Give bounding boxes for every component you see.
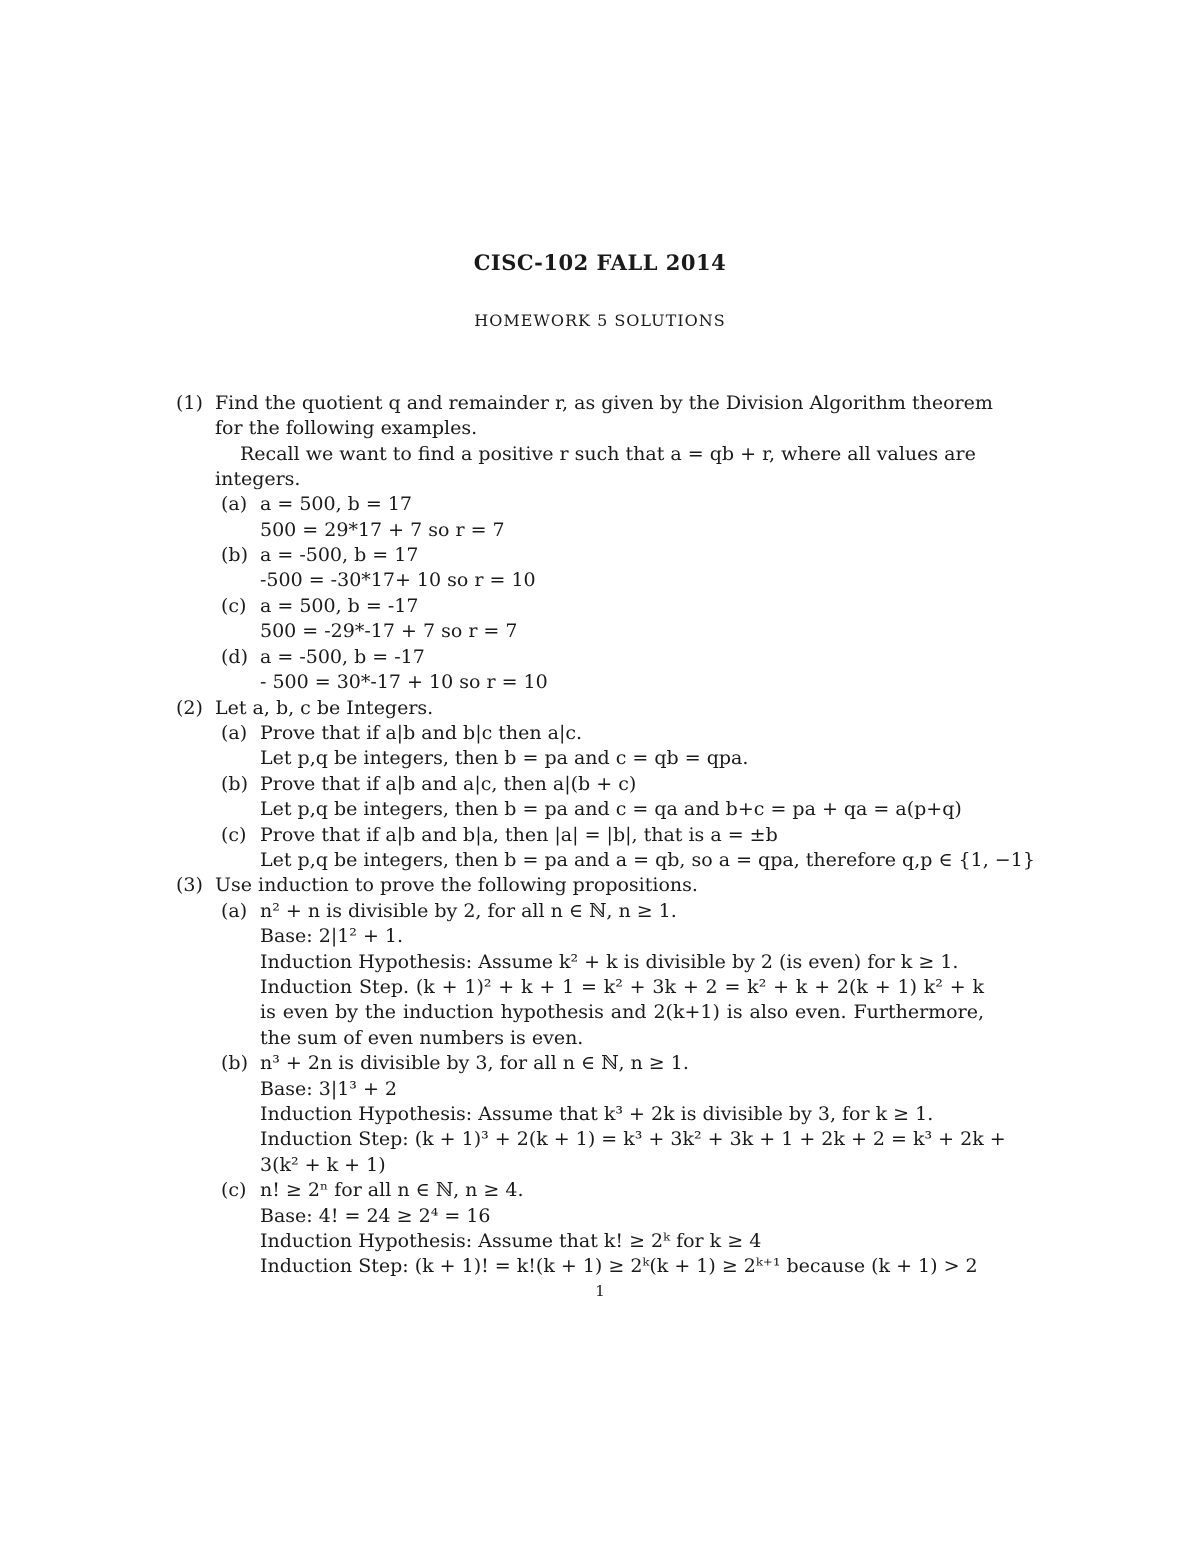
problem-3b-step: Induction Step: (k + 1)³ + 2(k + 1) = k³ + 3k² + 3k + 1 + 2k + 2 = k³ + 2k + [260, 1128, 1006, 1150]
problem-2a-label: (a) [221, 722, 248, 744]
problem-1-statement: Find the quotient q and remainder r, as given by the Division Algorithm theorem [215, 392, 993, 414]
page-number: 1 [595, 1282, 605, 1300]
problem-3c-base: Base: 4! = 24 ≥ 2⁴ = 16 [260, 1205, 491, 1227]
problem-1d-solution: - 500 = 30*-17 + 10 so r = 10 [260, 671, 548, 693]
problem-2b-solution: Let p,q be integers, then b = pa and c = qa and b+c = pa + qa = a(p+q) [260, 798, 962, 820]
problem-2b-label: (b) [221, 773, 248, 795]
problem-1-number: (1) [176, 392, 203, 414]
problem-1c-label: (c) [221, 595, 247, 617]
problem-3-number: (3) [176, 874, 203, 896]
problem-3b-question: n³ + 2n is divisible by 3, for all n ∈ ℕ, n ≥ 1. [260, 1052, 689, 1074]
problem-3a-label: (a) [221, 900, 248, 922]
problem-2a-question: Prove that if a|b and b|c then a|c. [260, 722, 583, 744]
page-subtitle: HOMEWORK 5 SOLUTIONS [474, 311, 726, 330]
problem-2c-solution: Let p,q be integers, then b = pa and a = qb, so a = qpa, therefore q,p ∈ {1, −1} [260, 849, 1035, 871]
problem-1a-label: (a) [221, 493, 248, 515]
problem-1a-given: a = 500, b = 17 [260, 493, 413, 515]
problem-3c-label: (c) [221, 1179, 247, 1201]
problem-1d-label: (d) [221, 646, 248, 668]
problem-3a-hypothesis: Induction Hypothesis: Assume k² + k is divisible by 2 (is even) for k ≥ 1. [260, 951, 959, 973]
problem-2a-solution: Let p,q be integers, then b = pa and c = qb = qpa. [260, 747, 749, 769]
problem-1c-given: a = 500, b = -17 [260, 595, 419, 617]
problem-1-recall: Recall we want to find a positive r such that a = qb + r, where all values are [240, 443, 976, 465]
problem-2c-question: Prove that if a|b and b|a, then |a| = |b|, that is a = ±b [260, 824, 778, 846]
problem-2b-question: Prove that if a|b and a|c, then a|(b + c) [260, 773, 637, 795]
problem-1b-given: a = -500, b = 17 [260, 544, 419, 566]
problem-3b-label: (b) [221, 1052, 248, 1074]
problem-3b-step-cont: 3(k² + k + 1) [260, 1154, 386, 1176]
problem-1a-solution: 500 = 29*17 + 7 so r = 7 [260, 519, 505, 541]
problem-3b-hypothesis: Induction Hypothesis: Assume that k³ + 2k is divisible by 3, for k ≥ 1. [260, 1103, 934, 1125]
problem-1c-solution: 500 = -29*-17 + 7 so r = 7 [260, 620, 518, 642]
problem-3a-base: Base: 2|1² + 1. [260, 925, 404, 947]
problem-2c-label: (c) [221, 824, 247, 846]
problem-1b-label: (b) [221, 544, 248, 566]
problem-1b-solution: -500 = -30*17+ 10 so r = 10 [260, 569, 536, 591]
problem-3a-question: n² + n is divisible by 2, for all n ∈ ℕ, n ≥ 1. [260, 900, 677, 922]
problem-1-statement-cont: for the following examples. [215, 417, 478, 439]
problem-2-number: (2) [176, 697, 203, 719]
problem-1-recall-cont: integers. [215, 468, 301, 490]
problem-3c-question: n! ≥ 2ⁿ for all n ∈ ℕ, n ≥ 4. [260, 1179, 524, 1201]
problem-1d-given: a = -500, b = -17 [260, 646, 425, 668]
problem-3c-hypothesis: Induction Hypothesis: Assume that k! ≥ 2ᵏ for k ≥ 4 [260, 1230, 762, 1252]
problem-3c-step: Induction Step: (k + 1)! = k!(k + 1) ≥ 2ᵏ(k + 1) ≥ 2ᵏ⁺¹ because (k + 1) > 2 [260, 1255, 978, 1277]
problem-3-statement: Use induction to prove the following propositions. [215, 874, 698, 896]
problem-3b-base: Base: 3|1³ + 2 [260, 1078, 398, 1100]
problem-3a-step: Induction Step. (k + 1)² + k + 1 = k² + 3k + 2 = k² + k + 2(k + 1) k² + k is even by the induction hypothesis and 2(k+1) is also even. Furthermore, the sum of even numbers is even. [260, 976, 984, 1049]
problem-2-statement: Let a, b, c be Integers. [215, 697, 434, 719]
page-title: CISC-102 FALL 2014 [473, 250, 727, 275]
